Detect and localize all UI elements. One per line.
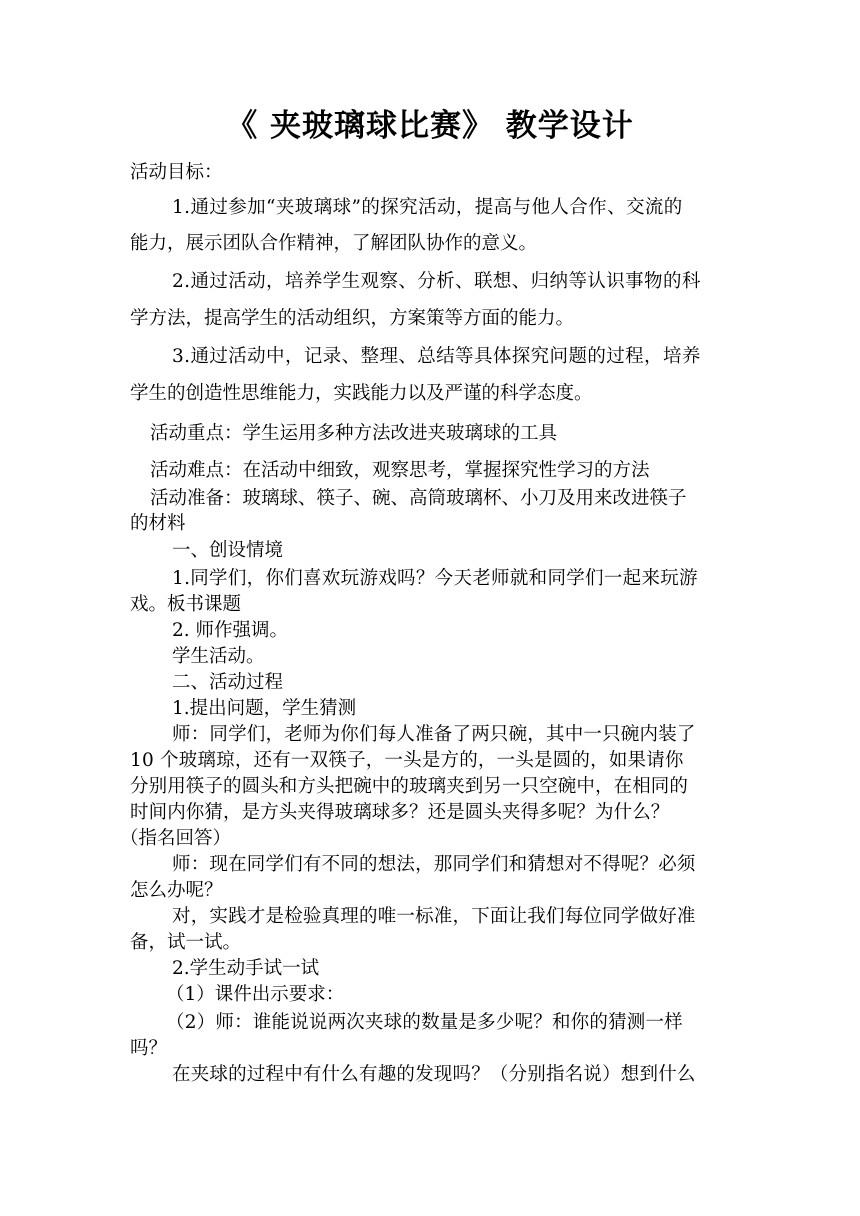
step-1-line-2: 戏。板书课题	[130, 594, 242, 615]
goal-2-line-2: 学方法，提高学生的活动组织，方案策等方面的能力。	[130, 308, 575, 329]
practice-line-1: 对，实践才是检验真理的唯一标准，下面让我们每位同学做好准	[172, 906, 696, 927]
teacher-line-3: 分别用筷子的圆头和方头把碗中的玻璃夹到另一只空碗中，在相同的	[130, 776, 689, 797]
subheading-1: 1.提出问题，学生猜测	[172, 698, 357, 719]
activity-difficulty: 活动难点：在活动中细致，观察思考，掌握探究性学习的方法	[150, 460, 650, 481]
teacher-line-4: 时间内你猜，是方头夹得玻璃球多？还是圆头夹得多呢？为什么？	[130, 802, 670, 823]
activity-preparation-line-1: 活动准备：玻璃球、筷子、碗、高筒玻璃杯、小刀及用来改进筷子	[150, 488, 687, 509]
goal-3-line-2: 学生的创造性思维能力，实践能力以及严谨的科学态度。	[130, 383, 593, 404]
teacher-line-5: （指名回答）	[120, 828, 232, 849]
goal-1-line-1: 1.通过参加“夹玻璃球”的探究活动，提高与他人合作、交流的	[172, 197, 683, 218]
section-label-goals: 活动目标：	[130, 162, 223, 183]
step-2: 2. 师作强调。	[172, 620, 289, 641]
teacher-line-1: 师：同学们，老师为你们每人准备了两只碗，其中一只碗内装了	[172, 724, 696, 745]
requirement-1: （1）课件出示要求：	[166, 984, 345, 1005]
subheading-2: 2.学生动手试一试	[172, 958, 320, 979]
goal-1-line-2: 能力，展示团队合作精神，了解团队协作的意义。	[130, 233, 538, 254]
activity-focus: 活动重点：学生运用多种方法改进夹玻璃球的工具	[150, 423, 558, 444]
step-1-line-1: 1.同学们，你们喜欢玩游戏吗？今天老师就和同学们一起来玩游	[172, 568, 698, 589]
requirement-2-line-2: 吗？	[130, 1038, 168, 1059]
section-heading-2: 二、活动过程	[172, 672, 284, 693]
teacher-question-line-2: 怎么办呢？	[130, 880, 223, 901]
goal-3-line-1: 3.通过活动中，记录、整理、总结等具体探究问题的过程，培养	[172, 346, 701, 367]
student-activity: 学生活动。	[172, 646, 265, 667]
teacher-question-line-1: 师：现在同学们有不同的想法，那同学们和猜想对不得呢？必须	[172, 854, 696, 875]
teacher-line-2: 10 个玻璃琼，还有一双筷子，一头是方的，一头是圆的，如果请你	[130, 750, 684, 771]
goal-2-line-1: 2.通过活动，培养学生观察、分析、联想、归纳等认识事物的科	[172, 271, 701, 292]
requirement-2-line-1: （2）师：谁能说说两次夹球的数量是多少呢？和你的猜测一样	[166, 1012, 683, 1033]
activity-preparation-line-2: 的材料	[130, 513, 186, 534]
practice-line-2: 备，试一试。	[130, 932, 242, 953]
discovery-line-1: 在夹球的过程中有什么有趣的发现吗？（分别指名说）想到什么	[172, 1064, 696, 1085]
document-title: 《 夹玻璃球比赛》 教学设计	[226, 108, 634, 144]
section-heading-1: 一、创设情境	[172, 540, 284, 561]
